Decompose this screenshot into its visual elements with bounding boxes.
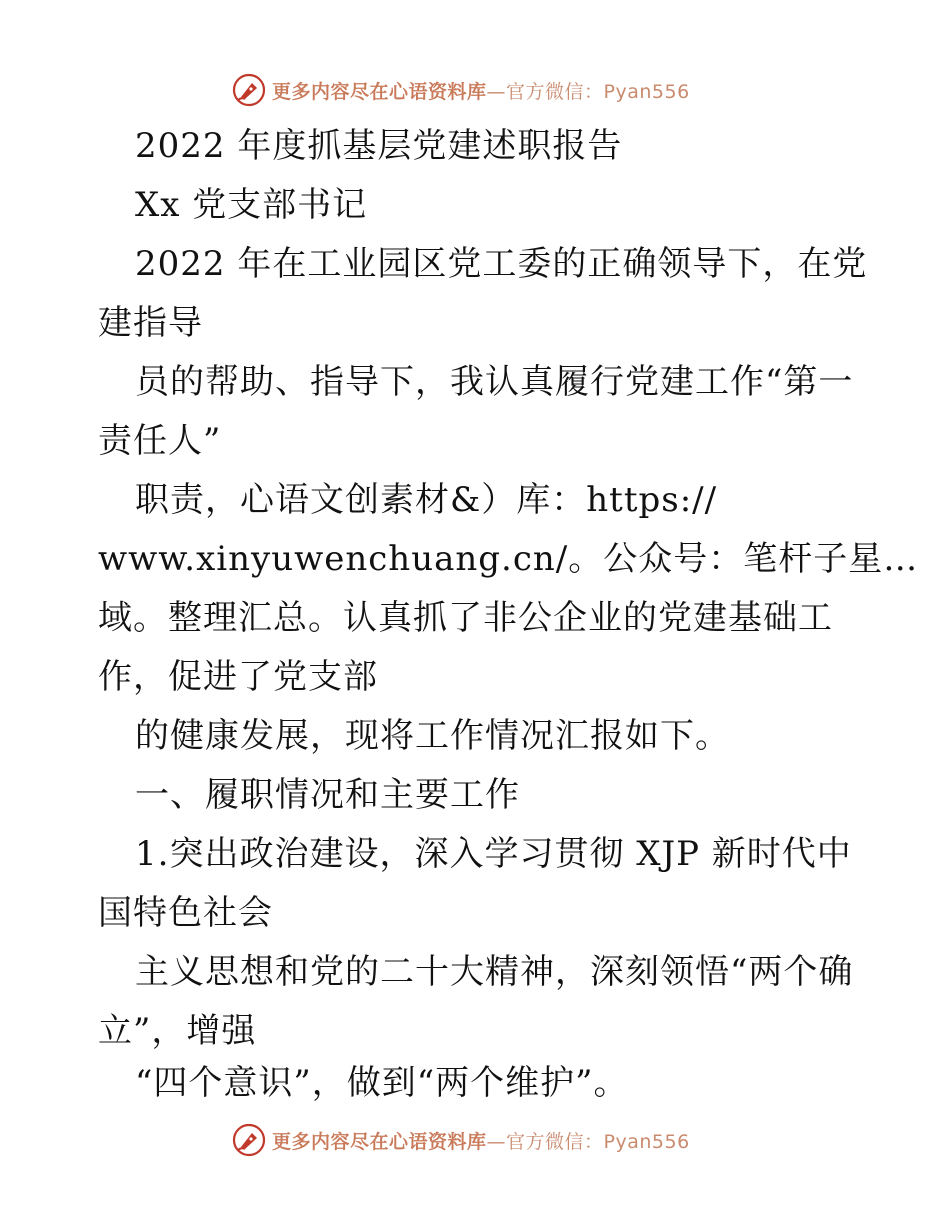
pen-nib-logo-icon (232, 1123, 266, 1157)
paragraph-line: 1.突出政治建设，深入学习贯彻 XJP 新时代中 (135, 834, 852, 874)
paragraph-line: 职责，心语文创素材&）库：https:// (135, 480, 718, 520)
watermark-main: 更多内容尽在心语资料库 (272, 1130, 487, 1153)
paragraph-line: 域。整理汇总。认真抓了非公企业的党建基础工 (98, 598, 833, 638)
paragraph-line: www.xinyuwenchuang.cn/。公众号：笔杆子星… (98, 539, 919, 579)
paragraph-line: 国特色社会 (98, 893, 273, 933)
paragraph-line: “四个意识”，做到“两个维护”。 (135, 1063, 629, 1103)
watermark-text (272, 77, 690, 104)
watermark-separator: — (486, 1130, 507, 1153)
paragraph-line: 作，促进了党支部 (98, 657, 378, 697)
paragraph-line: 立”，增强 (98, 1011, 257, 1051)
watermark-text (272, 1127, 690, 1154)
paragraph-line: 责任人” (98, 421, 222, 461)
document-title: 2022 年度抓基层党建述职报告 (135, 126, 623, 166)
header-watermark (232, 70, 690, 110)
paragraph-line: 的健康发展，现将工作情况汇报如下。 (135, 716, 730, 756)
watermark-handle: Pyan556 (603, 80, 690, 103)
paragraph-line: 建指导 (98, 303, 203, 343)
paragraph-line: 主义思想和党的二十大精神，深刻领悟“两个确 (135, 952, 854, 992)
section-heading: 一、履职情况和主要工作 (135, 775, 520, 815)
watermark-handle: Pyan556 (603, 1130, 690, 1153)
footer-watermark (232, 1120, 690, 1160)
watermark-label: 官方微信： (506, 1130, 604, 1153)
watermark-label: 官方微信： (506, 80, 604, 103)
paragraph-line: 员的帮助、指导下，我认真履行党建工作“第一 (135, 362, 854, 402)
paragraph-line: 2022 年在工业园区党工委的正确领导下，在党 (135, 244, 868, 284)
watermark-separator: — (486, 80, 507, 103)
watermark-main: 更多内容尽在心语资料库 (272, 80, 487, 103)
document-author: Xx 党支部书记 (135, 185, 368, 225)
pen-nib-logo-icon (232, 73, 266, 107)
